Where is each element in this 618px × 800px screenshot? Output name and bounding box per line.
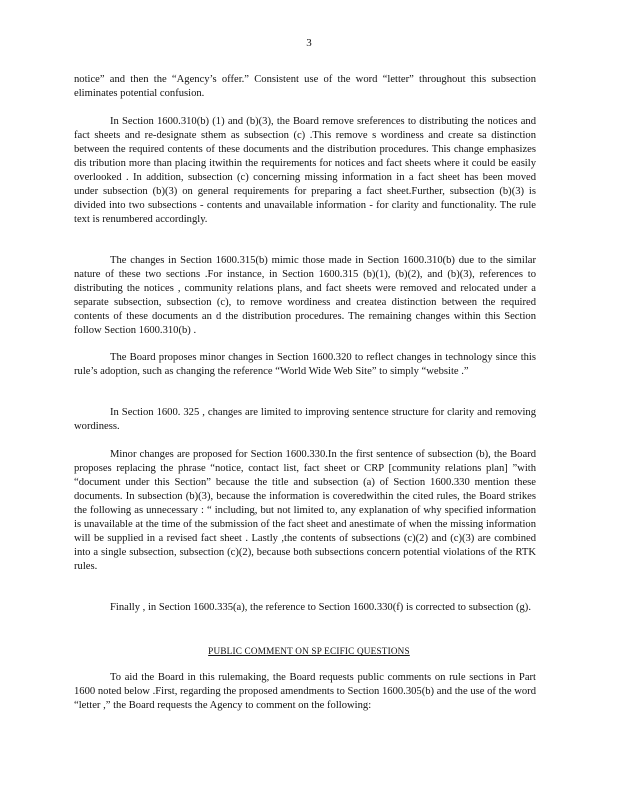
paragraph-section-1600-315: The changes in Section 1600.315(b) mimic those made in Section 1600.310(b) due to the similar nature of these two sections .For instance, in Section 1600.315 (b)(1), (b)(2), and (b)(3), references to distributing the notices , community relations plans, and fact sheets were removed and relocated under a separate subsection, subsection (c), to remove wordiness and createa distinction between the required contents of these documents an d the distribution procedures. The remaining changes within this Section follow Section 1600.310(b) . xyxy=(74,255,536,336)
paragraph-section-1600-330: Minor changes are proposed for Section 1600.330.In the first sentence of subsection (b), the Board proposes replacing the phrase “notice, contact list, fact sheet or CRP [community relations plan] ”with “document under this Section” because the title and subsection (a) of Section 1600.330 mention these documents. In subsection (b)(3), because the information is coveredwithin the cited rules, the Board strikes the following as unnecessary : “ including, but not limited to, any explanation of why specified information is unavailable at the time of the submission of the fact sheet and anestimate of when the missing information will be supplied in a revised fact sheet . Lastly ,the contents of subsections (c)(2) and (c)(3) are combined into a single subsection, subsection (c)(2), because both subsections concern potential violations of the RTK rules. xyxy=(74,449,536,572)
paragraph-public-comment: To aid the Board in this rulemaking, the Board requests public comments on rule sections in Part 1600 noted below .First, regarding the proposed amendments to Section 1600.305(b) and the use of the word “letter ,” the Board requests the Agency to comment on the following: xyxy=(74,672,536,711)
paragraph-section-1600-325: In Section 1600. 325 , changes are limited to improving sentence structure for clarity and removing wordiness. xyxy=(74,407,536,432)
paragraph-continued: notice” and then the “Agency’s offer.” Consistent use of the word “letter” throughout this subsection eliminates potential confusion. xyxy=(74,74,536,99)
paragraph-section-1600-335: Finally , in Section 1600.335(a), the reference to Section 1600.330(f) is corrected to subsection (g). xyxy=(110,602,531,613)
section-heading-text: PUBLIC COMMENT ON SP ECIFIC QUESTIONS xyxy=(208,646,410,656)
paragraph-section-1600-310: In Section 1600.310(b) (1) and (b)(3), the Board remove sreferences to distributing the notices and fact sheets and re-designate sthem as subsection (c) .This remove s wordiness and create sa distinction between the required contents of these documents and the distribution procedures. This change emphasizes dis tribution more than placing itwithin the requirements for notices and fact sheets where it could be easily overlooked . In addition, subsection (c) concerning missing information in a fact sheet has been moved under subsection (b)(3) on general requirements for preparing a fact sheet.Further, subsection (b)(3) is divided into two subsections - contents and unavailable information - for clarity and functionality. The rule text is renumbered accordingly. xyxy=(74,116,536,225)
section-heading xyxy=(0,644,618,658)
paragraph-section-1600-320: The Board proposes minor changes in Section 1600.320 to reflect changes in technology since this rule’s adoption, such as changing the reference “World Wide Web Site” to simply “website .” xyxy=(74,352,536,377)
page-number: 3 xyxy=(306,37,312,49)
